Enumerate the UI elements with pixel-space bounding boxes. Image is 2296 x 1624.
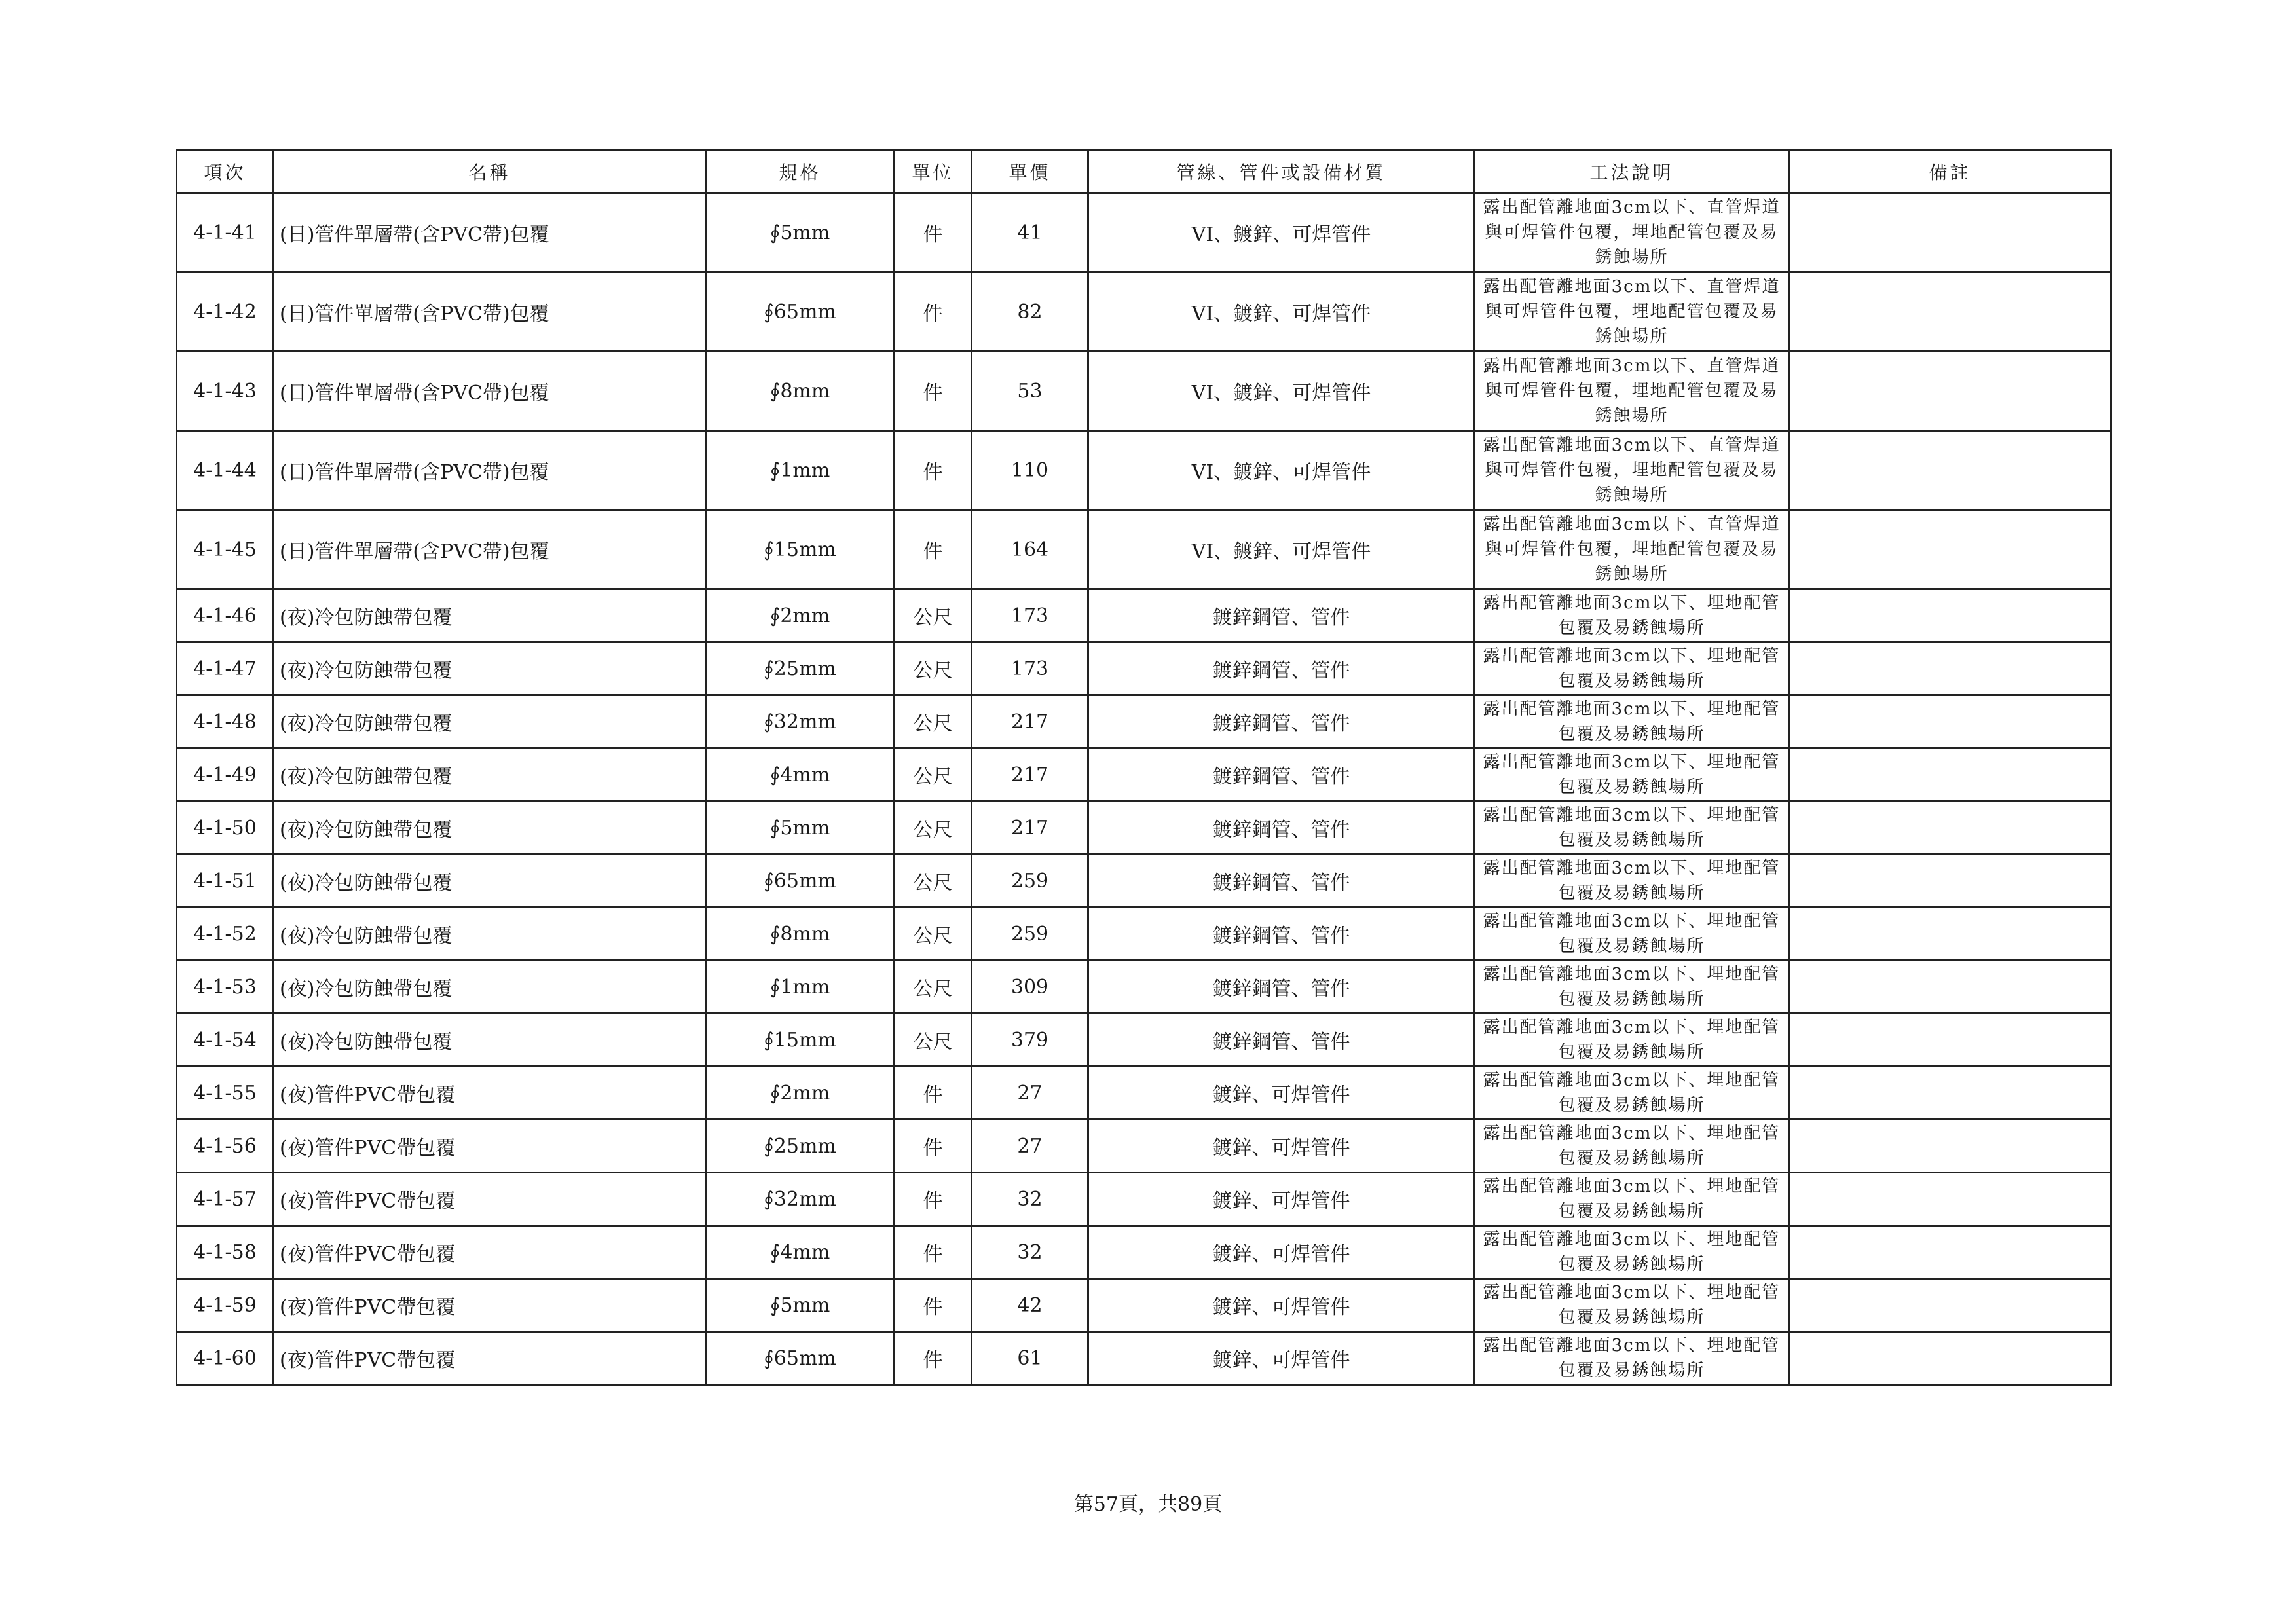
header-name: 名稱 (274, 151, 706, 193)
price-table (176, 149, 2112, 1386)
table-row (177, 272, 2111, 352)
item-method: 露出配管離地面3cm以下、埋地配管包覆及易銹蝕場所 (1475, 748, 1789, 802)
item-material: 鍍鋅、可焊管件 (1088, 1226, 1475, 1279)
item-note (1789, 510, 2111, 589)
item-note (1789, 748, 2111, 802)
item-name: (夜)管件PVC帶包覆 (274, 1067, 706, 1120)
item-spec: ∮1mm (706, 431, 895, 510)
item-number: 4-1-53 (177, 961, 274, 1014)
item-method: 露出配管離地面3cm以下、埋地配管包覆及易銹蝕場所 (1475, 908, 1789, 961)
header-material: 管線、管件或設備材質 (1088, 151, 1475, 193)
header-unit: 單位 (895, 151, 972, 193)
item-unit-price: 42 (972, 1279, 1088, 1332)
table-row (177, 802, 2111, 855)
item-name: (日)管件單層帶(含PVC帶)包覆 (274, 272, 706, 352)
item-unit-price: 32 (972, 1226, 1088, 1279)
item-unit-price: 217 (972, 695, 1088, 748)
item-unit-price: 173 (972, 589, 1088, 642)
item-unit: 件 (895, 1279, 972, 1332)
item-number: 4-1-52 (177, 908, 274, 961)
item-note (1789, 1120, 2111, 1173)
item-method: 露出配管離地面3cm以下、埋地配管包覆及易銹蝕場所 (1475, 1332, 1789, 1385)
item-name: (日)管件單層帶(含PVC帶)包覆 (274, 431, 706, 510)
item-unit-price: 259 (972, 908, 1088, 961)
item-unit: 公尺 (895, 748, 972, 802)
item-number: 4-1-54 (177, 1014, 274, 1067)
table-row (177, 193, 2111, 272)
item-material: 鍍鋅鋼管、管件 (1088, 642, 1475, 695)
item-note (1789, 802, 2111, 855)
item-note (1789, 695, 2111, 748)
item-unit: 公尺 (895, 1014, 972, 1067)
item-method: 露出配管離地面3cm以下、埋地配管包覆及易銹蝕場所 (1475, 961, 1789, 1014)
item-spec: ∮25mm (706, 1120, 895, 1173)
item-note (1789, 272, 2111, 352)
item-material: 鍍鋅鋼管、管件 (1088, 802, 1475, 855)
item-number: 4-1-49 (177, 748, 274, 802)
item-spec: ∮15mm (706, 1014, 895, 1067)
item-name: (夜)管件PVC帶包覆 (274, 1120, 706, 1173)
table-row (177, 748, 2111, 802)
item-material: 鍍鋅、可焊管件 (1088, 1279, 1475, 1332)
item-material: 鍍鋅鋼管、管件 (1088, 908, 1475, 961)
item-material: 鍍鋅鋼管、管件 (1088, 748, 1475, 802)
item-unit: 件 (895, 352, 972, 431)
item-unit: 件 (895, 431, 972, 510)
item-note (1789, 961, 2111, 1014)
table-row (177, 908, 2111, 961)
item-unit-price: 217 (972, 802, 1088, 855)
item-unit: 公尺 (895, 642, 972, 695)
item-spec: ∮4mm (706, 1226, 895, 1279)
item-note (1789, 908, 2111, 961)
item-method: 露出配管離地面3cm以下、埋地配管包覆及易銹蝕場所 (1475, 1120, 1789, 1173)
item-material: VI、鍍鋅、可焊管件 (1088, 272, 1475, 352)
item-note (1789, 589, 2111, 642)
item-method: 露出配管離地面3cm以下、直管焊道與可焊管件包覆，埋地配管包覆及易銹蝕場所 (1475, 272, 1789, 352)
item-number: 4-1-60 (177, 1332, 274, 1385)
item-unit: 件 (895, 272, 972, 352)
item-spec: ∮65mm (706, 1332, 895, 1385)
item-unit: 件 (895, 1067, 972, 1120)
item-unit-price: 27 (972, 1120, 1088, 1173)
item-unit-price: 110 (972, 431, 1088, 510)
item-name: (夜)管件PVC帶包覆 (274, 1332, 706, 1385)
item-method: 露出配管離地面3cm以下、埋地配管包覆及易銹蝕場所 (1475, 1226, 1789, 1279)
item-method: 露出配管離地面3cm以下、埋地配管包覆及易銹蝕場所 (1475, 642, 1789, 695)
item-unit: 件 (895, 510, 972, 589)
item-material: 鍍鋅鋼管、管件 (1088, 855, 1475, 908)
item-note (1789, 855, 2111, 908)
item-name: (日)管件單層帶(含PVC帶)包覆 (274, 510, 706, 589)
item-name: (夜)冷包防蝕帶包覆 (274, 961, 706, 1014)
item-spec: ∮25mm (706, 642, 895, 695)
page-number: 第57頁，共89頁 (1073, 1493, 1223, 1516)
item-name: (夜)冷包防蝕帶包覆 (274, 1014, 706, 1067)
item-unit-price: 53 (972, 352, 1088, 431)
header-method: 工法說明 (1475, 151, 1789, 193)
table-row (177, 855, 2111, 908)
item-method: 露出配管離地面3cm以下、直管焊道與可焊管件包覆，埋地配管包覆及易銹蝕場所 (1475, 510, 1789, 589)
item-unit: 公尺 (895, 589, 972, 642)
item-method: 露出配管離地面3cm以下、埋地配管包覆及易銹蝕場所 (1475, 1279, 1789, 1332)
item-unit: 件 (895, 1120, 972, 1173)
table-body (177, 193, 2111, 1385)
item-method: 露出配管離地面3cm以下、直管焊道與可焊管件包覆，埋地配管包覆及易銹蝕場所 (1475, 431, 1789, 510)
item-material: 鍍鋅鋼管、管件 (1088, 589, 1475, 642)
item-name: (夜)冷包防蝕帶包覆 (274, 855, 706, 908)
item-material: 鍍鋅、可焊管件 (1088, 1067, 1475, 1120)
header-item-no: 項次 (177, 151, 274, 193)
item-spec: ∮4mm (706, 748, 895, 802)
item-name: (夜)管件PVC帶包覆 (274, 1173, 706, 1226)
item-material: 鍍鋅、可焊管件 (1088, 1120, 1475, 1173)
item-spec: ∮8mm (706, 352, 895, 431)
item-unit-price: 32 (972, 1173, 1088, 1226)
table-row (177, 695, 2111, 748)
item-unit: 公尺 (895, 695, 972, 748)
item-note (1789, 352, 2111, 431)
item-number: 4-1-45 (177, 510, 274, 589)
header-unit-price: 單價 (972, 151, 1088, 193)
item-number: 4-1-44 (177, 431, 274, 510)
item-method: 露出配管離地面3cm以下、埋地配管包覆及易銹蝕場所 (1475, 1173, 1789, 1226)
item-unit: 公尺 (895, 961, 972, 1014)
item-number: 4-1-42 (177, 272, 274, 352)
item-spec: ∮2mm (706, 1067, 895, 1120)
item-number: 4-1-48 (177, 695, 274, 748)
item-method: 露出配管離地面3cm以下、直管焊道與可焊管件包覆，埋地配管包覆及易銹蝕場所 (1475, 193, 1789, 272)
item-unit: 件 (895, 1173, 972, 1226)
table-row (177, 1226, 2111, 1279)
table-row (177, 1067, 2111, 1120)
item-unit-price: 173 (972, 642, 1088, 695)
item-method: 露出配管離地面3cm以下、埋地配管包覆及易銹蝕場所 (1475, 802, 1789, 855)
item-unit-price: 61 (972, 1332, 1088, 1385)
item-spec: ∮32mm (706, 1173, 895, 1226)
item-name: (夜)管件PVC帶包覆 (274, 1226, 706, 1279)
item-name: (夜)冷包防蝕帶包覆 (274, 802, 706, 855)
item-number: 4-1-46 (177, 589, 274, 642)
item-number: 4-1-55 (177, 1067, 274, 1120)
table-row (177, 352, 2111, 431)
item-unit-price: 309 (972, 961, 1088, 1014)
item-method: 露出配管離地面3cm以下、埋地配管包覆及易銹蝕場所 (1475, 695, 1789, 748)
item-number: 4-1-43 (177, 352, 274, 431)
item-spec: ∮1mm (706, 961, 895, 1014)
item-material: 鍍鋅鋼管、管件 (1088, 695, 1475, 748)
item-material: 鍍鋅、可焊管件 (1088, 1332, 1475, 1385)
table-row (177, 431, 2111, 510)
item-name: (日)管件單層帶(含PVC帶)包覆 (274, 352, 706, 431)
item-spec: ∮5mm (706, 193, 895, 272)
item-unit-price: 379 (972, 1014, 1088, 1067)
table-row (177, 1120, 2111, 1173)
item-spec: ∮2mm (706, 589, 895, 642)
item-spec: ∮15mm (706, 510, 895, 589)
item-name: (日)管件單層帶(含PVC帶)包覆 (274, 193, 706, 272)
item-unit: 件 (895, 1332, 972, 1385)
item-unit: 件 (895, 193, 972, 272)
item-spec: ∮5mm (706, 802, 895, 855)
item-material: 鍍鋅、可焊管件 (1088, 1173, 1475, 1226)
item-material: VI、鍍鋅、可焊管件 (1088, 193, 1475, 272)
item-number: 4-1-56 (177, 1120, 274, 1173)
item-name: (夜)冷包防蝕帶包覆 (274, 908, 706, 961)
item-name: (夜)冷包防蝕帶包覆 (274, 589, 706, 642)
table-row (177, 1014, 2111, 1067)
table-row (177, 1332, 2111, 1385)
item-material: VI、鍍鋅、可焊管件 (1088, 352, 1475, 431)
item-number: 4-1-47 (177, 642, 274, 695)
item-unit: 件 (895, 1226, 972, 1279)
table-row (177, 642, 2111, 695)
item-number: 4-1-50 (177, 802, 274, 855)
item-note (1789, 431, 2111, 510)
item-name: (夜)管件PVC帶包覆 (274, 1279, 706, 1332)
item-material: VI、鍍鋅、可焊管件 (1088, 510, 1475, 589)
item-unit-price: 82 (972, 272, 1088, 352)
table-header-row (177, 151, 2111, 193)
item-unit: 公尺 (895, 802, 972, 855)
item-name: (夜)冷包防蝕帶包覆 (274, 748, 706, 802)
item-spec: ∮65mm (706, 855, 895, 908)
item-name: (夜)冷包防蝕帶包覆 (274, 642, 706, 695)
item-material: 鍍鋅鋼管、管件 (1088, 961, 1475, 1014)
table-row (177, 1279, 2111, 1332)
item-unit-price: 27 (972, 1067, 1088, 1120)
item-note (1789, 193, 2111, 272)
item-note (1789, 1279, 2111, 1332)
item-unit: 公尺 (895, 855, 972, 908)
item-spec: ∮8mm (706, 908, 895, 961)
item-method: 露出配管離地面3cm以下、埋地配管包覆及易銹蝕場所 (1475, 1014, 1789, 1067)
item-number: 4-1-58 (177, 1226, 274, 1279)
item-unit-price: 217 (972, 748, 1088, 802)
item-note (1789, 642, 2111, 695)
table-row (177, 1173, 2111, 1226)
item-note (1789, 1067, 2111, 1120)
item-note (1789, 1014, 2111, 1067)
item-material: 鍍鋅鋼管、管件 (1088, 1014, 1475, 1067)
item-spec: ∮65mm (706, 272, 895, 352)
item-spec: ∮5mm (706, 1279, 895, 1332)
item-number: 4-1-41 (177, 193, 274, 272)
table-row (177, 961, 2111, 1014)
item-note (1789, 1226, 2111, 1279)
item-unit-price: 41 (972, 193, 1088, 272)
item-unit-price: 259 (972, 855, 1088, 908)
header-spec: 規格 (706, 151, 895, 193)
item-note (1789, 1173, 2111, 1226)
header-note: 備註 (1789, 151, 2111, 193)
item-name: (夜)冷包防蝕帶包覆 (274, 695, 706, 748)
item-number: 4-1-57 (177, 1173, 274, 1226)
item-unit: 公尺 (895, 908, 972, 961)
item-note (1789, 1332, 2111, 1385)
item-unit-price: 164 (972, 510, 1088, 589)
item-method: 露出配管離地面3cm以下、埋地配管包覆及易銹蝕場所 (1475, 855, 1789, 908)
item-material: VI、鍍鋅、可焊管件 (1088, 431, 1475, 510)
item-number: 4-1-59 (177, 1279, 274, 1332)
item-method: 露出配管離地面3cm以下、埋地配管包覆及易銹蝕場所 (1475, 589, 1789, 642)
item-method: 露出配管離地面3cm以下、直管焊道與可焊管件包覆，埋地配管包覆及易銹蝕場所 (1475, 352, 1789, 431)
table-row (177, 589, 2111, 642)
item-method: 露出配管離地面3cm以下、埋地配管包覆及易銹蝕場所 (1475, 1067, 1789, 1120)
item-number: 4-1-51 (177, 855, 274, 908)
item-spec: ∮32mm (706, 695, 895, 748)
table-row (177, 510, 2111, 589)
